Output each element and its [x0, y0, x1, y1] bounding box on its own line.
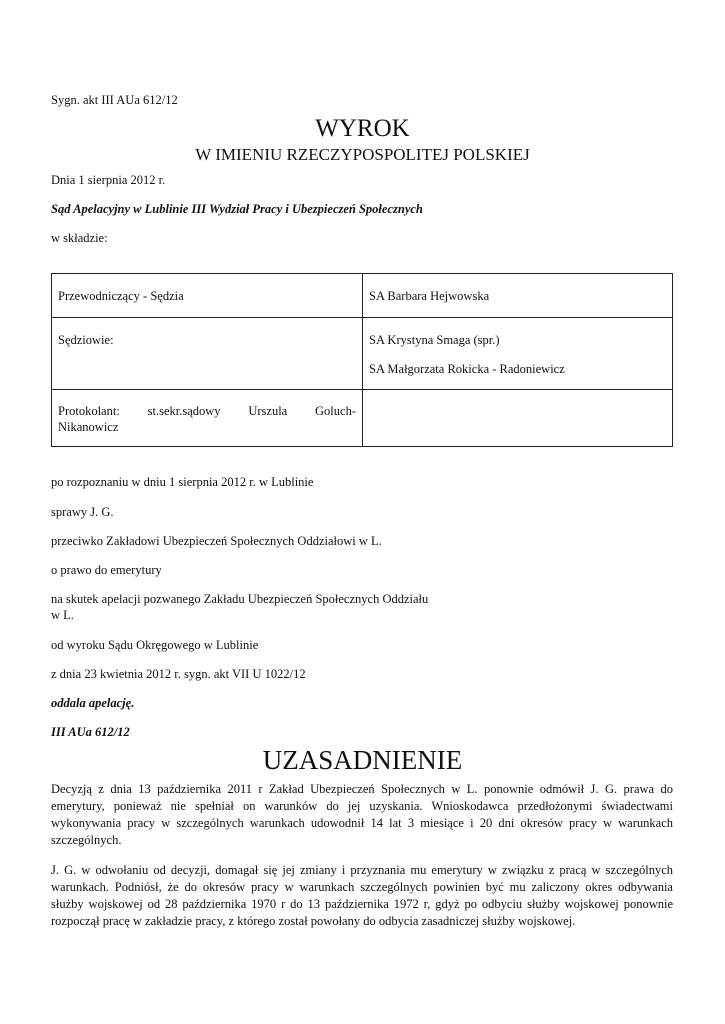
table-row: [52, 274, 673, 318]
defendant-line: przeciwko Zakładowi Ubezpieczeń Społecznych Oddziałowi w L.: [51, 534, 382, 548]
appeal-line-continued: w L.: [51, 608, 74, 622]
subject-line: o prawo do emerytury: [51, 563, 162, 577]
clerk-label: [52, 390, 363, 447]
table-row: [52, 390, 673, 447]
verdict: oddala apelację.: [51, 696, 135, 710]
document-subtitle: W IMIENIU RZECZYPOSPOLITEJ POLSKIEJ: [195, 145, 530, 164]
appeal-line: na skutek apelacji pozwanego Zakładu Ubezpieczeń Społecznych Oddziału: [51, 592, 429, 606]
case-reference: III AUa 612/12: [51, 725, 130, 739]
composition-table: [51, 273, 673, 447]
judges-label: Sędziowie:: [52, 318, 363, 390]
presiding-judge-name: SA Barbara Hejwowska: [363, 274, 673, 318]
paragraph-line: rozpoczął pracę w zakładzie pracy, z którego został powołany do odbycia zasadniczej służby wojskowej.: [51, 914, 576, 928]
judge-name: SA Małgorzata Rokicka - Radoniewicz: [369, 362, 565, 376]
paragraph-line: Decyzją z dnia 13 października 2011 r Zakład Ubezpieczeń Społecznych w L. ponownie odmówił J. G. prawa do: [51, 782, 673, 796]
paragraph-line: służby wojskowej od 28 października 1970 r do 13 października 1972 r, gdyż po odbyciu służby wojskowej ponownie: [51, 897, 673, 911]
judgment-date: Dnia 1 sierpnia 2012 r.: [51, 173, 166, 187]
judge-name: SA Krystyna Smaga (spr.): [369, 333, 500, 347]
clerk-label-line: Protokolant: st.sekr.sądowy Urszula Goluch-: [58, 404, 356, 418]
justification-paragraph-1: [51, 781, 673, 849]
judges-names: [363, 318, 673, 390]
document-title: WYROK: [315, 115, 410, 142]
justification-title: UZASADNIENIE: [262, 745, 463, 775]
court-name: Sąd Apelacyjny w Lublinie III Wydział Pracy i Ubezpieczeń Społecznych: [51, 202, 423, 216]
justification-paragraph-2: [51, 862, 673, 930]
presiding-judge-label: Przewodniczący - Sędzia: [52, 274, 363, 318]
table-row: [52, 318, 673, 390]
composition-intro: w składzie:: [51, 231, 108, 245]
lower-court-date-line: z dnia 23 kwietnia 2012 r. sygn. akt VII U 1022/12: [51, 667, 306, 681]
paragraph-line: warunkach. Podniósł, że do okresów pracy w warunkach szczególnych powinien być mu zaliczony okres odbywania: [51, 880, 673, 894]
paragraph-line: szczególnych.: [51, 833, 122, 847]
clerk-value: [363, 390, 673, 447]
lower-court-line: od wyroku Sądu Okręgowego w Lublinie: [51, 638, 259, 652]
case-signature: Sygn. akt III AUa 612/12: [51, 93, 178, 107]
proceedings-line: po rozpoznaniu w dniu 1 sierpnia 2012 r. w Lublinie: [51, 475, 314, 489]
case-party-line: sprawy J. G.: [51, 505, 114, 519]
paragraph-line: J. G. w odwołaniu od decyzji, domagał się jej zmiany i przyznania mu emerytury w związku z pracą w szczególnych: [51, 863, 673, 877]
paragraph-line: wykonywania pracy w szczególnych warunkach udowodnił 14 lat 3 miesiące i 20 dni okresów pracy w warunkach: [51, 816, 673, 830]
clerk-label-line: Nikanowicz: [58, 420, 119, 434]
paragraph-line: emerytury, ponieważ nie spełniał on warunków do jej uzyskania. Wnioskodawca przedłożonymi świadectwami: [51, 799, 673, 813]
